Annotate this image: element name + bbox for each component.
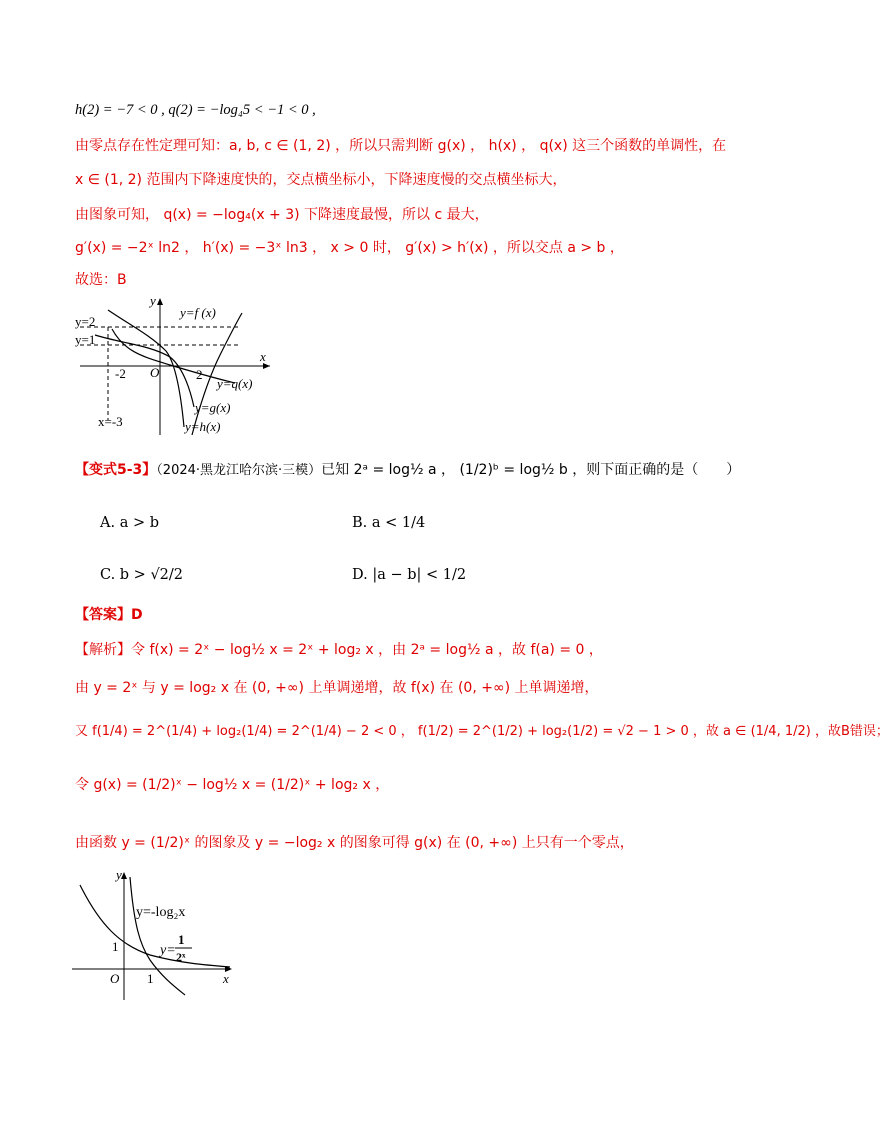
question-source: （2024·黑龙江哈尔滨·三模） — [156, 463, 322, 478]
solution-answer-choice: 故选：B — [75, 272, 127, 288]
y-equals-2-label: y=2 — [75, 314, 96, 329]
curve-g — [95, 335, 194, 407]
f-curve-label: y=f (x) — [180, 305, 216, 320]
curve-q — [112, 329, 235, 383]
x-2-label: 2 — [196, 367, 203, 382]
answer-line: 【答案】D — [75, 607, 143, 623]
y-equals-1-label: y=1 — [75, 332, 96, 347]
function-graph-1 — [70, 295, 270, 440]
x-equals-minus-3-label: x=-3 — [98, 414, 123, 429]
option-b: B. a < 1/4 — [352, 515, 426, 531]
option-c: C. b > √2/2 — [100, 567, 184, 583]
analysis-line-3: 又 f(1/4) = 2^(1/4) + log₂(1/4) = 2^(1/4) − 2 < 0 ， f(1/2) = 2^(1/2) + log₂(1/2) = √2 − 1 > 0 ，故 a ∈ (1/4, 1/2) ，故B错误； — [75, 724, 889, 739]
origin-label: O — [150, 365, 160, 380]
question-tag: 【变式5-3】 — [75, 462, 157, 478]
solution-line-1: h(2) = −7 < 0 , q(2) = −log₄5 < −1 < 0 , — [75, 102, 316, 118]
x-one-label: 1 — [147, 971, 154, 986]
x-axis-label: x — [260, 349, 266, 364]
x-axis-label-2: x — [223, 971, 229, 986]
solution-line-4: 由图象可知， q(x) = −log₄(x + 3) 下降速度最慢，所以 c 最大， — [75, 207, 489, 223]
option-a: A. a > b — [100, 515, 159, 531]
half-pow-label-den: 2ˣ — [176, 950, 186, 964]
question-stem — [75, 460, 740, 481]
analysis-line-4: 令 g(x) = (1/2)ˣ − log½ x = (1/2)ˣ + log₂ x ， — [75, 777, 390, 793]
solution-line-3: x ∈ (1, 2) 范围内下降速度快的，交点横坐标小，下降速度慢的交点横坐标大， — [75, 172, 567, 188]
half-pow-label-num: 1 — [178, 932, 185, 947]
curve-half-pow-x — [80, 885, 230, 967]
question-text: 已知 2ᵃ = log½ a ， (1/2)ᵇ = log½ b ，则下面正确的是（ ） — [321, 462, 741, 478]
y-axis-label-2: y — [116, 867, 122, 882]
function-graph-2 — [70, 865, 245, 1005]
origin-label-2: O — [110, 971, 120, 986]
h-curve-label: y=h(x) — [185, 419, 221, 434]
analysis-line-2: 由 y = 2ˣ 与 y = log₂ x 在 (0, +∞) 上单调递增，故 f(x) 在 (0, +∞) 上单调递增， — [75, 680, 599, 696]
half-pow-label-lhs: y= — [160, 943, 176, 958]
solution-line-2: 由零点存在性定理可知：a, b, c ∈ (1, 2) ，所以只需判断 g(x) ， h(x) ， q(x) 这三个函数的单调性，在 — [75, 138, 727, 154]
y-axis-label: y — [150, 293, 156, 308]
g-curve-label: y=g(x) — [195, 400, 231, 415]
y-one-label: 1 — [112, 939, 119, 954]
neg-log2-curve-label: y=-log₂x — [136, 905, 186, 920]
curve-neg-log2 — [130, 877, 185, 995]
q-curve-label: y=q(x) — [217, 376, 253, 391]
analysis-line-5: 由函数 y = (1/2)ˣ 的图象及 y = −log₂ x 的图象可得 g(x) 在 (0, +∞) 上只有一个零点， — [75, 835, 634, 851]
option-d: D. |a − b| < 1/2 — [352, 567, 467, 583]
analysis-line-1: 【解析】令 f(x) = 2ˣ − log½ x = 2ˣ + log₂ x ，由 2ᵃ = log½ a ，故 f(a) = 0 ， — [75, 642, 603, 658]
solution-line-5: g′(x) = −2ˣ ln2 ， h′(x) = −3ˣ ln3 ， x > 0 时， g′(x) > h′(x) ，所以交点 a > b ， — [75, 240, 624, 256]
x-minus-2-label: -2 — [115, 366, 126, 381]
